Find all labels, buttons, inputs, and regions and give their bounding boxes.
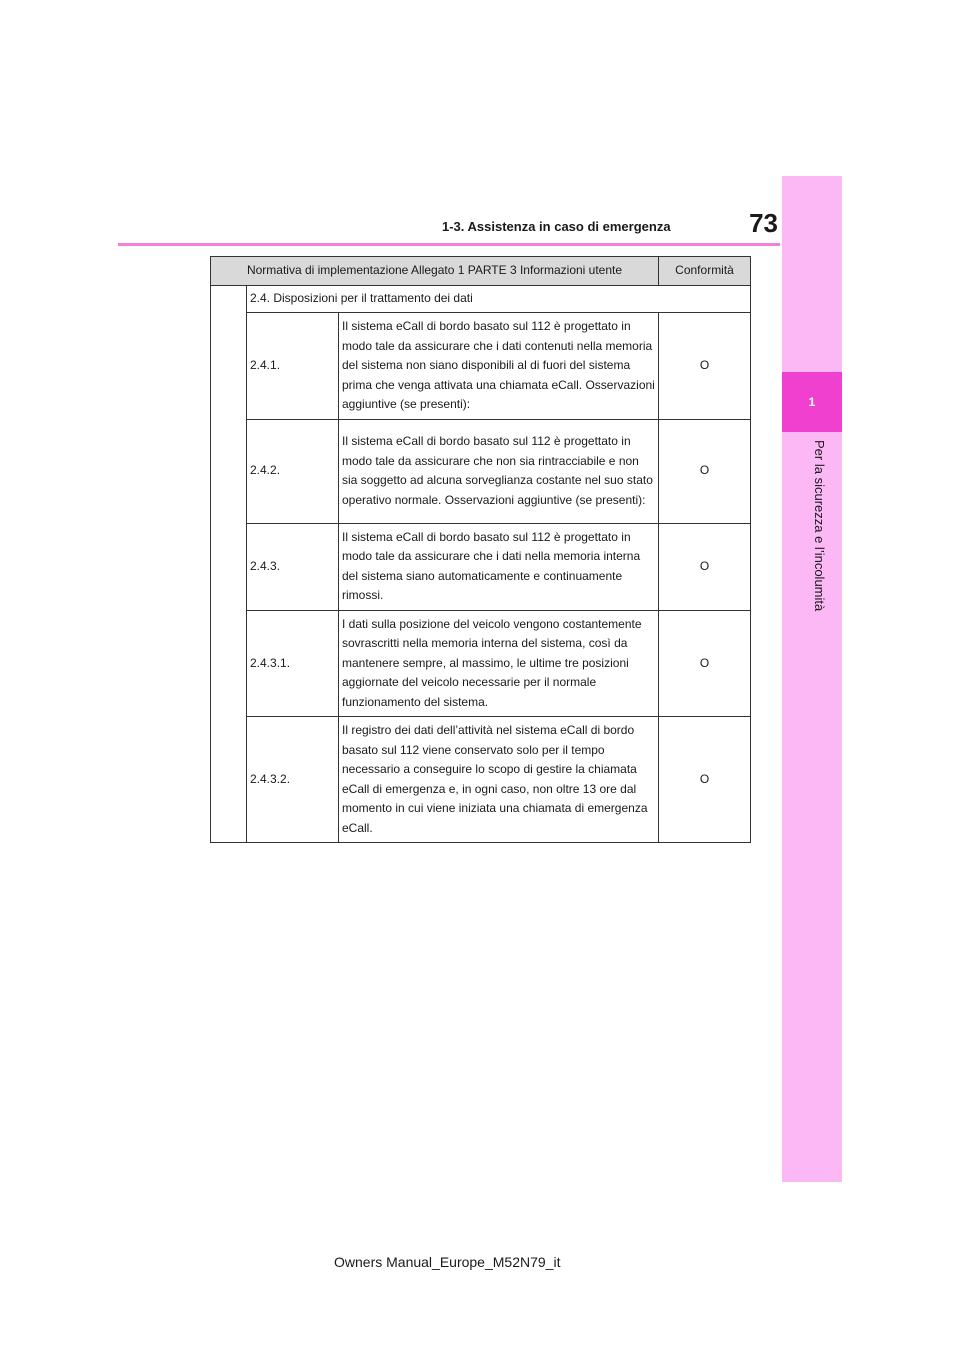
row-code: 2.4.1. (247, 313, 339, 420)
section-title: 1-3. Assistenza in caso di emergenza (442, 219, 671, 234)
table-row (211, 313, 751, 420)
row-code: 2.4.2. (247, 419, 339, 523)
header-regulation: Normativa di implementazione Allegato 1 PARTE 3 Informazioni utente (211, 257, 659, 286)
row-conformity: O (659, 419, 751, 523)
page-number: 73 (749, 208, 778, 238)
chapter-title: Per la sicurezza e l’incolumità (812, 440, 827, 612)
row-code: 2.4.3. (247, 523, 339, 610)
table-row (211, 419, 751, 523)
footer-manual-name: Owners Manual_Europe_M52N79_it (334, 1254, 561, 1270)
data-processing-table (210, 256, 751, 843)
row-code: 2.4.3.2. (247, 717, 339, 843)
section-row (211, 286, 751, 313)
row-code: 2.4.3.1. (247, 610, 339, 717)
chapter-number: 1 (808, 395, 816, 409)
table-row (211, 610, 751, 717)
row-conformity: O (659, 523, 751, 610)
row-text: Il sistema eCall di bordo basato sul 112 è progettato in modo tale da assicurare che i dati nella memoria interna del sistema siano automaticamente e continuamente rimossi. (339, 523, 659, 610)
row-text: Il sistema eCall di bordo basato sul 112 è progettato in modo tale da assicurare che non sia rintracciabile e non sia soggetto ad alcuna sorveglianza costante nel suo stato operativo normale. Osservazioni aggiuntive (se presenti): (339, 419, 659, 523)
row-text: Il sistema eCall di bordo basato sul 112 è progettato in modo tale da assicurare che i dati contenuti nella memoria del sistema non siano disponibili al di fuori del sistema prima che venga attivata una chiamata eCall. Osservazioni aggiuntive (se presenti): (339, 313, 659, 420)
indent-cell (211, 286, 247, 843)
side-tab (782, 176, 842, 1182)
table-row (211, 717, 751, 843)
row-text: I dati sulla posizione del veicolo vengono costantemente sovrascritti nella memoria interna del sistema, così da mantenere sempre, al massimo, le ultime tre posizioni aggiornate del veicolo necessarie per il normale funzionamento del sistema. (339, 610, 659, 717)
table-row (211, 523, 751, 610)
row-conformity: O (659, 313, 751, 420)
table-header-row (211, 257, 751, 286)
row-conformity: O (659, 610, 751, 717)
header-conformity: Conformità (659, 257, 751, 286)
header-rule (118, 243, 780, 246)
section-label: 2.4. Disposizioni per il trattamento dei dati (247, 286, 751, 313)
row-text: Il registro dei dati dell’attività nel sistema eCall di bordo basato sul 112 viene conservato solo per il tempo necessario a conseguire lo scopo di gestire la chiamata eCall di emergenza e, in ogni caso, non oltre 13 ore dal momento in cui viene iniziata una chiamata di emergenza eCall. (339, 717, 659, 843)
row-conformity: O (659, 717, 751, 843)
chapter-tab[interactable] (782, 372, 842, 432)
